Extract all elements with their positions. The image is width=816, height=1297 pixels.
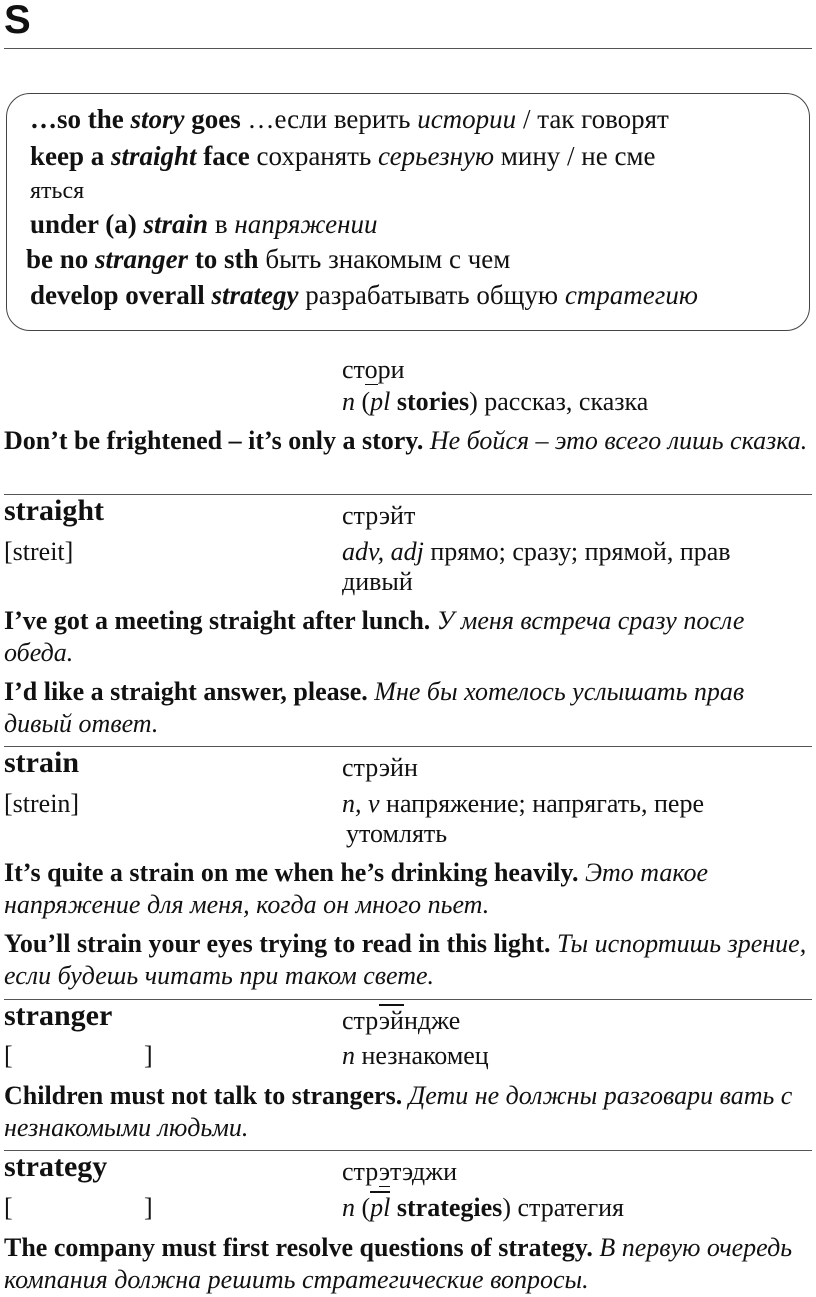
phrase-en: …so the	[30, 104, 131, 134]
headword-strain: strain	[4, 746, 79, 779]
phrase-ru: сохранять	[256, 141, 379, 171]
phrase-line	[30, 209, 378, 240]
phrase-ru: в	[214, 209, 235, 239]
phrase-keyword: stranger	[95, 244, 189, 274]
page-letter: S	[4, 0, 31, 42]
story-definition: n (pl stories) рассказ, сказка	[342, 387, 649, 416]
strain-example-2: You’ll strain your eyes trying to read in this light. Ты испортишь зрение, если будешь читать при таком свете.	[4, 929, 807, 990]
phrase-ru-keyword: стратегию	[564, 280, 698, 310]
phrase-ru-keyword: истории	[417, 104, 517, 134]
stranger-transcription-close: ]	[144, 1041, 153, 1070]
strategy-example-1: The company must first resolve questions of strategy. В первую очередь компания должна решить стратегические вопросы.	[4, 1233, 793, 1294]
phrase-line	[30, 104, 669, 135]
straight-example-1: I’ve got a meeting straight after lunch. У меня встреча сразу после обеда.	[4, 606, 745, 667]
phrase-ru: разрабатывать общую	[305, 280, 565, 310]
phrase-line-continuation: яться	[30, 178, 85, 204]
phrase-ru: быть знакомым с чем	[265, 244, 511, 274]
phrase-ru-keyword: напряжении	[234, 209, 378, 239]
strategy-definition: n (pl strategies) стратегия	[342, 1193, 624, 1222]
strategy-pronunciation: стрэтэджи	[342, 1157, 457, 1186]
stranger-example-1: Children must not talk to strangers. Дети не должны разговари вать с незнакомыми людьми.	[4, 1081, 793, 1142]
straight-pronunciation: стрэйт	[342, 501, 416, 530]
straight-transcription: [streit]	[4, 537, 74, 566]
stress-mark: э	[378, 1157, 391, 1186]
headword-strategy: strategy	[4, 1150, 108, 1183]
strategy-transcription-open: [	[4, 1193, 13, 1222]
strain-example-1: It’s quite a strain on me when he’s drinking heavily. Это такое напряжение для меня, когда он много пьет.	[4, 858, 709, 919]
stranger-definition: n незнакомец	[342, 1041, 489, 1070]
phrase-en	[208, 209, 215, 239]
phrase-en: develop overall	[30, 280, 212, 310]
headword-straight: straight	[4, 494, 104, 527]
entry-divider	[4, 999, 812, 1000]
phrase-en: be no	[26, 244, 96, 274]
entry-divider	[4, 494, 812, 495]
stress-mark: эй	[378, 1006, 404, 1035]
phrase-keyword: straight	[111, 141, 197, 171]
story-pronunciation: стори	[342, 355, 405, 384]
story-example-1: Don’t be frightened – it’s only a story. Не бойся – это всего лишь сказка.	[4, 426, 808, 455]
phrase-line	[30, 141, 656, 172]
phrase-en: keep a	[30, 141, 111, 171]
phrase-ru: …если верить	[247, 104, 418, 134]
entry-divider	[4, 746, 812, 747]
strain-pronunciation: стрэйн	[342, 753, 418, 782]
phrase-ru: / так говорят	[516, 104, 669, 134]
phrase-en: to sth	[188, 244, 266, 274]
straight-definition-cont: дивый	[342, 567, 413, 596]
phrase-line	[30, 280, 698, 311]
strain-transcription: [strein]	[4, 789, 80, 818]
strain-definition-cont: утомлять	[346, 819, 448, 848]
strain-definition: n, v напряжение; напрягать, пере	[342, 789, 705, 818]
header-rule	[4, 48, 812, 49]
phrase-en: face	[196, 141, 257, 171]
phrase-keyword: story	[130, 104, 185, 134]
stranger-transcription-open: [	[4, 1041, 13, 1070]
phrase-en: goes	[184, 104, 248, 134]
straight-example-2: I’d like a straight answer, please. Мне бы хотелось услышать прав дивый ответ.	[4, 677, 745, 738]
straight-definition: adv, adj прямо; сразу; прямой, прав	[342, 537, 731, 566]
phrase-keyword: strategy	[211, 280, 299, 310]
phrase-ru-keyword: серьезную	[378, 141, 495, 171]
phrase-line	[26, 244, 510, 275]
phrase-keyword: strain	[143, 209, 209, 239]
stress-mark: о	[364, 355, 378, 384]
entry-divider	[4, 1150, 812, 1151]
stranger-pronunciation: стрэйндже	[342, 1006, 461, 1035]
phrase-ru: мину / не сме	[494, 141, 656, 171]
phrase-en: under (a)	[30, 209, 144, 239]
strategy-transcription-close: ]	[144, 1193, 153, 1222]
headword-stranger: stranger	[4, 999, 113, 1032]
